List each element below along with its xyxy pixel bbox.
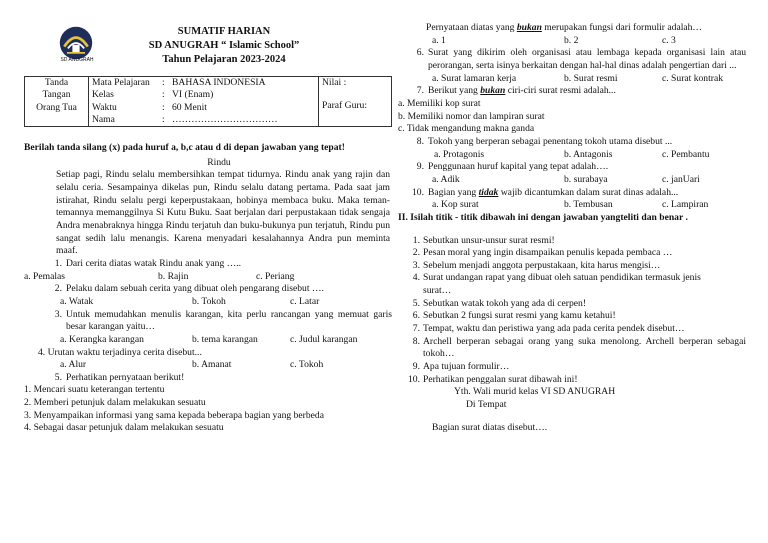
closing-question: Bagian surat diatas disebut…. <box>432 421 548 433</box>
essay-1: 1. Sebutkan unsur-unsur surat resmi! <box>412 234 555 246</box>
school-name: SD ANUGRAH “ Islamic School” <box>148 39 300 51</box>
statement-2: 2. Memberi petunjuk dalam melakukan sesuatu <box>24 397 206 409</box>
statement-1: 1. Mencari suatu keterangan tertentu <box>24 384 165 396</box>
question-10-options <box>398 199 746 212</box>
option[interactable]: b. Antagonis <box>564 148 613 160</box>
question-8: 8. Tokoh yang berperan sebagai penentang tokoh utama disebut ... <box>416 135 673 147</box>
option[interactable]: c. 3 <box>662 34 676 46</box>
option[interactable]: b. Amanat <box>192 359 232 371</box>
option[interactable]: c. Surat kontrak <box>662 72 724 84</box>
info-table <box>24 76 392 127</box>
option[interactable]: b. 2 <box>564 34 579 46</box>
essay-10: 10. Perhatikan penggalan surat dibawah ini! <box>408 373 578 385</box>
question-6-options <box>398 73 746 86</box>
story-title: Rindu <box>207 156 231 168</box>
letter-line-1: Yth. Wali murid kelas VI SD ANUGRAH <box>454 386 616 398</box>
question-5-stem: Pernyataan diatas yang bukan merupakan fungsi dari formulir adalah… <box>426 22 703 33</box>
question-9-options <box>398 174 746 187</box>
essay-3: 3. Sebelum menjadi anggota perpustakaan, kita harus mengisi… <box>412 259 661 271</box>
score-label: Nilai : <box>322 77 347 88</box>
question-3: 3. Untuk memudahkan menulis karangan, kita perlu rancangan yang memuat garis besar karangan yaitu… <box>54 308 392 333</box>
essay-6: 6. Sebutkan 2 fungsi surat resmi yang kamu ketahui! <box>412 310 616 322</box>
option[interactable]: a. Alur <box>60 359 87 371</box>
option[interactable]: b. Memiliki nomor dan lampiran surat <box>398 110 545 122</box>
option[interactable]: b. Surat resmi <box>564 72 618 84</box>
option[interactable]: b. surabaya <box>564 173 608 185</box>
time-value: 60 Menit <box>172 101 207 113</box>
right-column <box>398 22 746 434</box>
statement-3: 3. Menyampaikan informasi yang sama kepada beberapa bagian yang berbeda <box>24 409 324 421</box>
option[interactable]: c. janUari <box>662 173 700 185</box>
essay-5: 5. Sebutkan watak tokoh yang ada di cerpen! <box>412 297 587 309</box>
subject-value: BAHASA INDONESIA <box>172 77 266 88</box>
option[interactable]: a. Adik <box>432 173 460 185</box>
header <box>24 22 392 77</box>
option[interactable]: a. Pemalas <box>24 270 66 282</box>
option[interactable]: c. Tokoh <box>290 359 324 371</box>
option[interactable]: c. Lampiran <box>662 199 709 211</box>
option[interactable]: c. Latar <box>290 295 320 307</box>
question-10: 10. Bagian yang tidak wajib dicantumkan dalam surat dinas adalah... <box>412 186 679 198</box>
parent-signature-cell: Tanda Tangan Orang Tua <box>25 77 89 127</box>
essay-2: 2. Pesan moral yang ingin disampaikan penulis kepada pembaca … <box>412 247 673 259</box>
question-1-options <box>24 271 392 284</box>
option[interactable]: b. Rajin <box>158 270 189 282</box>
statement-4: 4. Sebagai dasar petunjuk dalam melakukan sesuatu <box>24 422 224 434</box>
option[interactable]: a. Memiliki kop surat <box>398 97 481 109</box>
instruction: Berilah tanda silang (x) pada huruf a, b,c atau d di depan jawaban yang tepat! <box>24 142 345 153</box>
academic-year: Tahun Pelajaran 2023-2024 <box>162 53 286 65</box>
teacher-signature-label: Paraf Guru: <box>322 100 368 112</box>
question-2: 2. Pelaku dalam sebuah cerita yang dibuat oleh pengarang disebut …. <box>54 283 324 295</box>
option[interactable]: b. Tembusan <box>564 199 613 211</box>
name-field[interactable]: …………………………… <box>172 113 278 125</box>
option[interactable]: a. Surat lamaran kerja <box>432 72 517 84</box>
essay-7: 7. Tempat, waktu dan peristiwa yang ada pada cerita pendek disebut… <box>412 323 685 335</box>
option[interactable]: b. Tokoh <box>192 295 226 307</box>
title-block <box>84 25 364 67</box>
question-9: 9. Penggunaan huruf kapital yang tepat adalah…. <box>416 161 609 173</box>
option[interactable]: a. Protagonis <box>434 148 485 160</box>
option[interactable]: a. Watak <box>60 295 94 307</box>
question-6: 6. Surat yang dikirim oleh organisasi atau lembaga kepada organisasi lain atau perorangan, serta isinya berkaitan dengan hal-hal dinas adalah pengertian dari ... <box>416 47 746 71</box>
question-5-options <box>398 35 746 48</box>
option[interactable]: a. Kerangka karangan <box>60 333 144 345</box>
class-value: VI (Enam) <box>172 89 214 101</box>
option[interactable]: a. 1 <box>432 34 446 46</box>
student-info-cell: Mata Pelajaran : BAHASA INDONESIA Kelas : VI (Enam) Waktu : 60 Menit Nama : …………………………… <box>89 77 319 127</box>
question-7: 7. Berikut yang bukan ciri-ciri surat resmi adalah... <box>416 85 616 97</box>
question-1: 1. Dari cerita diatas watak Rindu anak yang ….. <box>54 257 242 269</box>
essay-9: 9. Apa tujuan formulir… <box>412 361 510 373</box>
option[interactable]: c. Periang <box>256 270 295 282</box>
question-3-options <box>46 334 392 347</box>
doc-title: SUMATIF HARIAN <box>177 26 271 37</box>
question-5: 5. Perhatikan pernyataan berikut! <box>54 371 185 383</box>
letter-line-2: Di Tempat <box>466 399 507 411</box>
essay-8: 8. Archell berperan sebagai orang yang suka menolong. Archell berperan sebagai tokoh… <box>412 335 746 360</box>
option[interactable]: b. tema karangan <box>192 333 258 345</box>
question-4-options <box>46 359 392 372</box>
question-8-options <box>398 149 746 162</box>
story-text: Setiap pagi, Rindu selalu membersihkan tempat tidurnya. Rindu anak yang rajin dan selalu ceria. Sesampainya dikelas pun, Rindu selalu datang pertama. Pada saat jam istirahat, Rindu selalu pergi keperpustakaan, hobinya membaca buku. Maka teman-temannya memanggilnya Si Kutu Buku. Saat berjalan dari perpustakaan tidak sengaja Andra menabraknya hingga Rindu terjatuh dan buku-bukunya pun terjatuh, Rindu pun sangat sedih lalu menangis. Karena menyadari kesalahannya Andra pun meminta maaf. <box>56 169 390 257</box>
question-4: 4. Urutan waktu terjadinya cerita disebut... <box>38 346 202 358</box>
option[interactable]: c. Judul karangan <box>290 333 358 345</box>
option[interactable]: c. Tidak mengandung makna ganda <box>398 123 535 135</box>
left-column <box>24 22 392 434</box>
essay-4: 4. Surat undangan rapat yang dibuat oleh satuan pendidikan termasuk jenis surat… <box>412 272 701 297</box>
question-2-options <box>46 296 392 309</box>
grade-cell <box>319 77 392 127</box>
left-body <box>24 142 392 435</box>
option[interactable]: a. Kop surat <box>432 199 479 211</box>
section-2-title: II. Isilah titik - titik dibawah ini dengan jawaban yangteliti dan benar . <box>398 211 688 223</box>
option[interactable]: c. Pembantu <box>662 148 710 160</box>
logo-caption: SD ANUGRAH <box>60 57 94 63</box>
